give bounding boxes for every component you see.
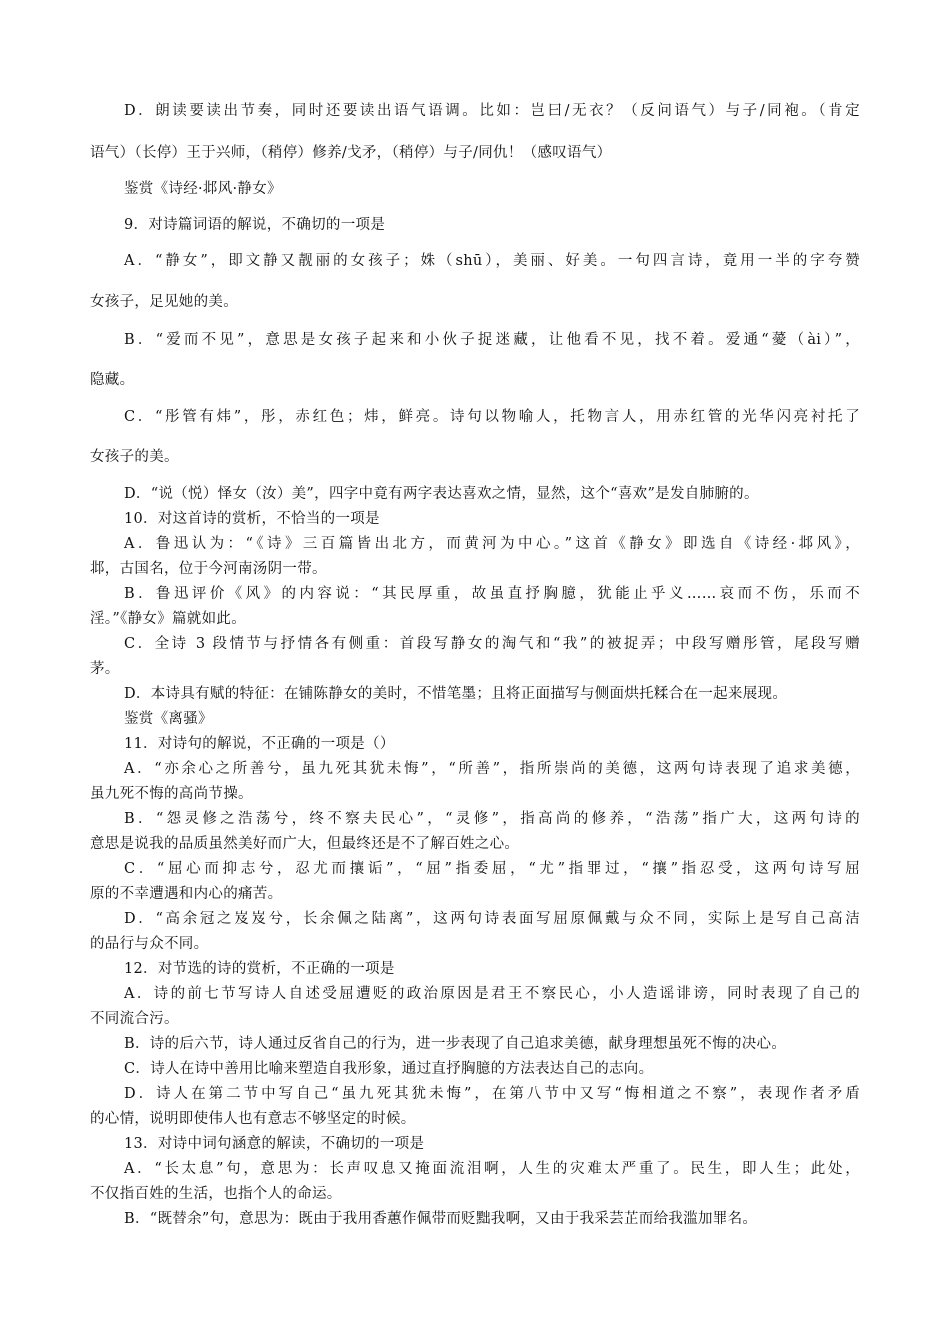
text-line: 淫。”《静女》篇就如此。 [90, 611, 247, 627]
option-line: C．诗人在诗中善用比喻来塑造自我形象，通过直抒胸臆的方法表达自己的志向。 [124, 1061, 654, 1077]
question-title: 9．对诗篇词语的解说，不确切的一项是 [124, 217, 386, 233]
option-line: D．诗人在第二节中写自己“虽九死其犹未悔”，在第八节中又写“悔相道之不察”，表现作者矛盾 [124, 1086, 860, 1102]
section-heading: 鉴赏《离骚》 [124, 711, 213, 727]
option-line: A．“长太息”句，意思为：长声叹息又掩面流泪啊，人生的灾难太严重了。民生，即人生；此处， [124, 1161, 860, 1177]
option-line: B．“怨灵修之浩荡兮，终不察夫民心”，“灵修”，指高尚的修养，“浩荡”指广大，这两句诗的 [124, 811, 860, 827]
option-line: B．“爱而不见”，意思是女孩子起来和小伙子捉迷藏，让他看不见，找不着。爱通“薆（ài）”， [124, 332, 860, 348]
option-line: C．“屈心而抑志兮，忍尤而攘诟”，“屈”指委屈，“尤”指罪过，“攘”指忍受，这两句诗写屈 [124, 861, 860, 877]
option-line: D．“说（悦）怿女（汝）美”，四字中竟有两字表达喜欢之情，显然，这个“喜欢”是发自肺腑的。 [124, 486, 759, 502]
option-line: A．鲁迅认为：“《诗》三百篇皆出北方，而黄河为中心。”这首《静女》即选自《诗经·邶风》， [124, 536, 860, 552]
text-line: 语气）（长停）王于兴师，（稍停）修养/戈矛，（稍停）与子/同仇！（感叹语气） [90, 145, 612, 161]
question-title: 12．对节选的诗的赏析，不正确的一项是 [124, 961, 395, 977]
option-line: A．“静女”，即文静又靓丽的女孩子；姝（shū），美丽、好美。一句四言诗，竟用一半的字夸赞 [124, 253, 860, 269]
text-line: D．朗读要读出节奏，同时还要读出语气语调。比如：岂曰/无衣？（反问语气）与子/同袍。（肯定 [124, 103, 860, 119]
text-line: 的品行与众不同。 [90, 936, 209, 952]
question-title: 10．对这首诗的赏析，不恰当的一项是 [124, 511, 380, 527]
text-line: 不同流合污。 [90, 1011, 179, 1027]
text-line: 虽九死不悔的高尚节操。 [90, 786, 253, 802]
text-line: 茅。 [90, 661, 120, 677]
option-line: B．诗的后六节，诗人通过反省自己的行为，进一步表现了自己追求美德，献身理想虽死不悔的决心。 [124, 1036, 787, 1052]
text-line: 意思是说我的品质虽然美好而广大，但最终还是不了解百姓之心。 [90, 836, 520, 852]
option-line: D．“高余冠之岌岌兮，长余佩之陆离”，这两句诗表面写屈原佩戴与众不同，实际上是写自己高洁 [124, 911, 860, 927]
option-line: D．本诗具有赋的特征：在铺陈静女的美时，不惜笔墨；且将正面描写与侧面烘托糅合在一起来展现。 [124, 686, 788, 702]
section-heading: 鉴赏《诗经·邶风·静女》 [124, 181, 282, 197]
text-line: 女孩子的美。 [90, 449, 179, 465]
option-line: C．全诗 3 段情节与抒情各有侧重：首段写静女的淘气和“我”的被捉弄；中段写赠彤管，尾段写赠 [124, 636, 860, 652]
text-line: 隐藏。 [90, 372, 135, 388]
text-line: 的心情，说明即使伟人也有意志不够坚定的时候。 [90, 1111, 416, 1127]
text-line: 不仅指百姓的生活，也指个人的命运。 [90, 1186, 342, 1202]
option-line: C．“彤管有炜”，彤，赤红色；炜，鲜亮。诗句以物喻人，托物言人，用赤红管的光华闪亮衬托了 [124, 409, 860, 425]
question-title: 11．对诗句的解说，不正确的一项是（） [124, 736, 395, 752]
option-line: A．诗的前七节写诗人自述受屈遭贬的政治原因是君王不察民心，小人造谣诽谤，同时表现了自己的 [124, 986, 860, 1002]
option-line: B．鲁迅评价《风》的内容说：“其民厚重，故虽直抒胸臆，犹能止乎义……哀而不伤，乐而不 [124, 586, 860, 602]
question-title: 13．对诗中词句涵意的解读，不确切的一项是 [124, 1136, 425, 1152]
text-line: 女孩子，足见她的美。 [90, 294, 238, 310]
option-line: A．“亦余心之所善兮，虽九死其犹未悔”，“所善”，指所崇尚的美德，这两句诗表现了追求美德， [124, 761, 860, 777]
option-line: B．“既替余”句，意思为：既由于我用香蕙作佩带而贬黜我啊，又由于我采芸芷而给我滥加罪名。 [124, 1211, 758, 1227]
text-line: 邶，古国名，位于今河南汤阴一带。 [90, 561, 327, 577]
text-line: 原的不幸遭遇和内心的痛苦。 [90, 886, 283, 902]
